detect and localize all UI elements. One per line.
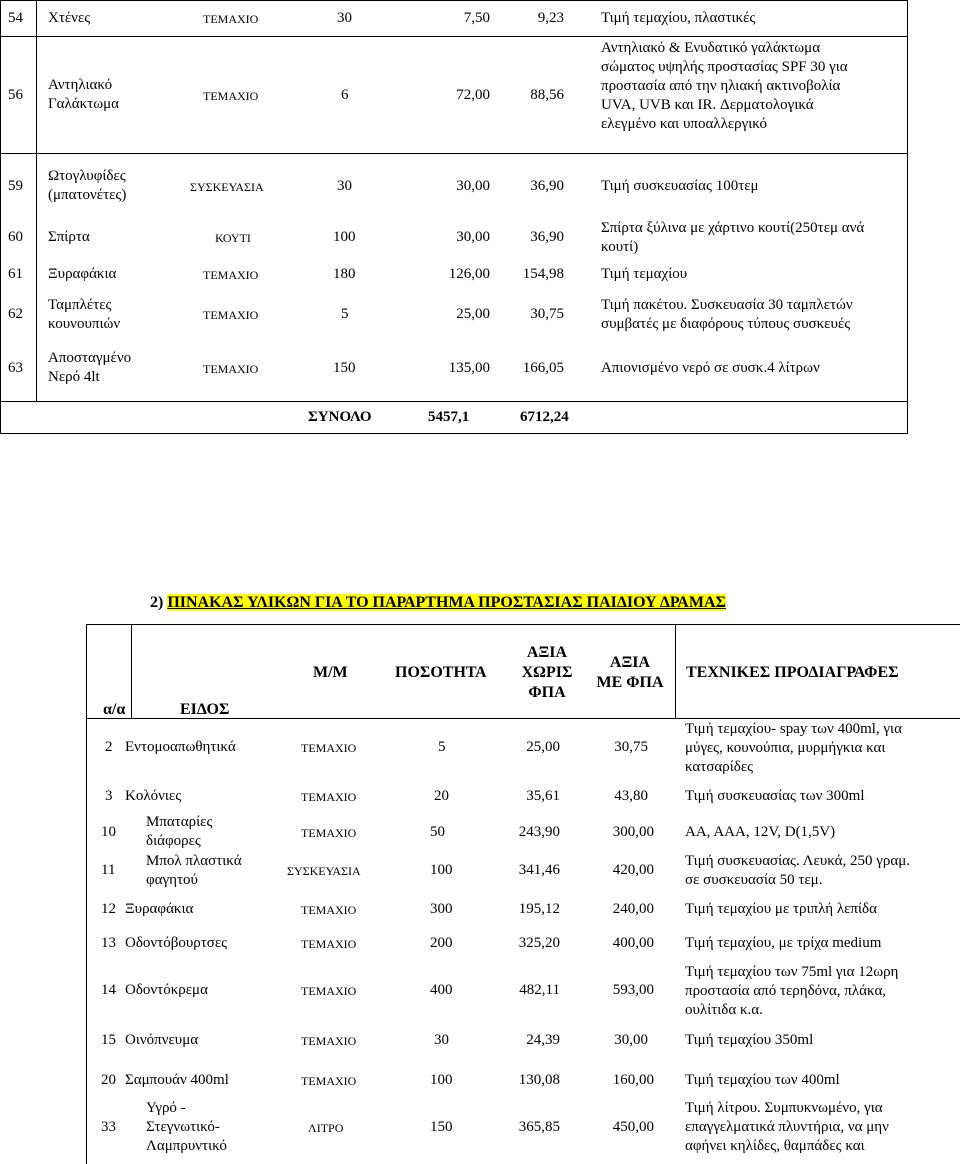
cell-aa: 56 <box>8 87 23 103</box>
header-qty: ΠΟΣΟΤΗΤΑ <box>395 664 487 681</box>
cell-price: 365,85 <box>518 1119 560 1135</box>
cell-aa: 61 <box>8 266 23 282</box>
cell-spec: ΑΑ, ΑΑΑ, 12V, D(1,5V) <box>685 824 836 840</box>
cell-spec: Τιμή τεμαχίου- spay των 400ml, για μύγες, κουνούπια, μυρμήγκια και κατσαρίδες <box>685 721 902 775</box>
cell-qty: 30 <box>337 178 352 194</box>
cell-aa: 62 <box>8 306 23 322</box>
cell-total: 36,90 <box>530 229 564 245</box>
cell-aa: 20 <box>101 1072 116 1088</box>
cell-item: Σαμπουάν 400ml <box>125 1072 229 1088</box>
cell-item: Αντηλιακό Γαλάκτωμα <box>48 77 120 112</box>
cell-aa: 2 <box>105 739 113 755</box>
cell-item: Μπαταρίες διάφορες <box>146 814 213 849</box>
cell-item: Οινόπνευμα <box>125 1032 199 1048</box>
cell-unit: ΤΕΜΑΧΙΟ <box>301 903 357 917</box>
header-item: ΕΙΔΟΣ <box>180 701 230 718</box>
cell-total: 400,00 <box>612 935 654 951</box>
cell-price: 135,00 <box>448 360 490 376</box>
cell-qty: 150 <box>333 360 356 376</box>
cell-qty: 100 <box>430 862 453 878</box>
cell-qty: 100 <box>430 1072 453 1088</box>
cell-spec: Τιμή συσκευασίας 100τεμ <box>601 178 759 194</box>
cell-item: Μπολ πλαστικά φαγητού <box>146 853 242 888</box>
cell-price: 35,61 <box>526 788 560 804</box>
cell-unit: ΣΥΣΚΕΥΑΣΙΑ <box>190 180 264 194</box>
cell-spec: Τιμή τεμαχίου των 400ml <box>685 1072 840 1088</box>
header-aa: α/α <box>103 701 126 718</box>
cell-unit: ΤΕΜΑΧΙΟ <box>203 362 259 376</box>
cell-unit: ΤΕΜΑΧΙΟ <box>203 89 259 103</box>
cell-qty: 5 <box>341 306 349 322</box>
cell-item: Κολόνιες <box>125 788 182 804</box>
cell-qty: 300 <box>430 901 453 917</box>
cell-price: 72,00 <box>456 87 490 103</box>
table-2-col-divider <box>131 624 132 719</box>
cell-unit: ΤΕΜΑΧΙΟ <box>301 984 357 998</box>
cell-total: 9,23 <box>537 10 564 26</box>
cell-spec: Τιμή τεμαχίου, με τρίχα medium <box>685 935 882 951</box>
cell-total: 43,80 <box>614 788 648 804</box>
cell-unit: ΤΕΜΑΧΙΟ <box>203 268 259 282</box>
cell-spec: Τιμή λίτρου. Συμπυκνωμένο, για επαγγελματικά πλυντήρια, να μην αφήνει κηλίδες, θαμπάδες και <box>685 1100 889 1154</box>
table-2-col-divider <box>675 624 676 719</box>
sum-price: 5457,1 <box>428 409 470 425</box>
cell-spec: Απιονισμένο νερό σε συσκ.4 λίτρων <box>601 360 820 376</box>
cell-qty: 50 <box>430 824 445 840</box>
cell-spec: Τιμή τεμαχίου, πλαστικές <box>601 10 756 26</box>
cell-spec: Τιμή συσκευασίας. Λευκά, 250 γραμ. σε συσκευασία 50 τεμ. <box>685 853 911 888</box>
cell-price: 24,39 <box>526 1032 560 1048</box>
cell-aa: 13 <box>101 935 116 951</box>
cell-price: 130,08 <box>518 1072 560 1088</box>
cell-unit: ΤΕΜΑΧΙΟ <box>203 12 259 26</box>
cell-item: Οδοντόβουρτσες <box>125 935 228 951</box>
cell-unit: ΤΕΜΑΧΙΟ <box>301 1034 357 1048</box>
cell-item: Ξυραφάκια <box>48 266 117 282</box>
cell-item: Ωτογλυφίδες (μπατονέτες) <box>48 168 127 203</box>
cell-spec: Αντηλιακό & Ενυδατικό γαλάκτωμα σώματος υψηλής προστασίας SPF 30 για προστασία από την ηλιακή ακτινοβολία UVA, UVB και IR. Δερματολογικά ελεγμένο και υποαλλεργικό <box>601 40 848 132</box>
cell-spec: Σπίρτα ξύλινα με χάρτινο κουτί(250τεμ ανά κουτί) <box>601 220 865 255</box>
cell-unit: ΚΟΥΤΙ <box>215 231 251 245</box>
header-spec: ΤΕΧΝΙΚΕΣ ΠΡΟΔΙΑΓΡΑΦΕΣ <box>686 664 899 681</box>
cell-price: 325,20 <box>518 935 560 951</box>
cell-aa: 59 <box>8 178 23 194</box>
cell-price: 30,00 <box>456 178 490 194</box>
cell-qty: 5 <box>438 739 446 755</box>
cell-aa: 60 <box>8 229 23 245</box>
cell-unit: ΤΕΜΑΧΙΟ <box>301 741 357 755</box>
cell-total: 450,00 <box>612 1119 654 1135</box>
cell-total: 30,75 <box>614 739 648 755</box>
table-1-row-divider <box>0 153 908 154</box>
cell-aa: 3 <box>105 788 113 804</box>
section-number: 2) <box>150 594 164 611</box>
cell-total: 240,00 <box>612 901 654 917</box>
table-1-row-divider <box>0 401 908 402</box>
cell-aa: 12 <box>101 901 116 917</box>
cell-total: 88,56 <box>530 87 564 103</box>
cell-price: 341,46 <box>518 862 560 878</box>
cell-total: 160,00 <box>612 1072 654 1088</box>
header-price: ΑΞΙΑ ΧΩΡΙΣ ΦΠΑ <box>521 644 573 701</box>
cell-unit: ΛΙΤΡΟ <box>308 1121 344 1135</box>
table-1-col-divider <box>36 0 37 401</box>
cell-price: 25,00 <box>456 306 490 322</box>
cell-total: 30,00 <box>614 1032 648 1048</box>
cell-aa: 33 <box>101 1119 116 1135</box>
cell-qty: 30 <box>434 1032 449 1048</box>
header-unit: Μ/Μ <box>313 664 348 681</box>
cell-item: Αποσταγμένο Νερό 4lt <box>48 350 132 385</box>
cell-unit: ΤΕΜΑΧΙΟ <box>301 937 357 951</box>
cell-price: 7,50 <box>463 10 490 26</box>
cell-aa: 15 <box>101 1032 116 1048</box>
cell-item: Εντομοαπωθητικά <box>125 739 236 755</box>
cell-total: 166,05 <box>522 360 564 376</box>
cell-price: 195,12 <box>518 901 560 917</box>
cell-qty: 100 <box>333 229 356 245</box>
cell-unit: ΤΕΜΑΧΙΟ <box>203 308 259 322</box>
cell-spec: Τιμή τεμαχίου με τριπλή λεπίδα <box>685 901 877 917</box>
cell-item: Υγρό - Στεγνωτικό- Λαμπρυντικό <box>146 1100 227 1154</box>
cell-spec: Τιμή τεμαχίου 350ml <box>685 1032 814 1048</box>
cell-price: 482,11 <box>519 982 560 998</box>
cell-qty: 180 <box>333 266 356 282</box>
cell-total: 593,00 <box>612 982 654 998</box>
section-2-title <box>150 594 726 612</box>
header-total: ΑΞΙΑ ΜΕ ΦΠΑ <box>596 654 664 691</box>
section-title-text: ΠΙΝΑΚΑΣ ΥΛΙΚΩΝ ΓΙΑ ΤΟ ΠΑΡΑΡΤΗΜΑ ΠΡΟΣΤΑΣΙΑΣ ΠΑΙΔΙΟΥ ΔΡΑΜΑΣ <box>167 594 726 611</box>
cell-aa: 63 <box>8 360 23 376</box>
cell-spec: Τιμή πακέτου. Συσκευασία 30 ταμπλετών συμβατές με διαφόρους τύπους συσκευές <box>601 297 853 332</box>
cell-unit: ΤΕΜΑΧΙΟ <box>301 1074 357 1088</box>
cell-price: 243,90 <box>518 824 560 840</box>
cell-item: Ξυραφάκια <box>125 901 194 917</box>
cell-qty: 20 <box>434 788 449 804</box>
cell-item: Χτένες <box>48 10 91 26</box>
cell-aa: 54 <box>8 10 23 26</box>
cell-qty: 400 <box>430 982 453 998</box>
table-1-row-divider <box>0 36 908 37</box>
cell-total: 300,00 <box>612 824 654 840</box>
cell-price: 25,00 <box>526 739 560 755</box>
cell-unit: ΣΥΣΚΕΥΑΣΙΑ <box>287 864 361 878</box>
cell-qty: 150 <box>430 1119 453 1135</box>
cell-price: 30,00 <box>456 229 490 245</box>
cell-aa: 11 <box>101 862 116 878</box>
cell-price: 126,00 <box>448 266 490 282</box>
cell-aa: 10 <box>101 824 116 840</box>
cell-qty: 6 <box>341 87 349 103</box>
cell-aa: 14 <box>101 982 116 998</box>
cell-qty: 200 <box>430 935 453 951</box>
cell-item: Ταμπλέτες κουνουπιών <box>48 297 121 332</box>
cell-qty: 30 <box>337 10 352 26</box>
cell-total: 420,00 <box>612 862 654 878</box>
sum-total: 6712,24 <box>520 409 569 425</box>
sum-label: ΣΥΝΟΛΟ <box>308 409 372 425</box>
cell-spec: Τιμή τεμαχίου των 75ml για 12ωρη προστασία από τερηδόνα, πλάκα, ουλίτιδα κ.α. <box>685 964 899 1018</box>
cell-spec: Τιμή συσκευασίας των 300ml <box>685 788 865 804</box>
cell-total: 30,75 <box>530 306 564 322</box>
cell-item: Σπίρτα <box>48 229 90 245</box>
cell-total: 36,90 <box>530 178 564 194</box>
cell-unit: ΤΕΜΑΧΙΟ <box>301 826 357 840</box>
cell-spec: Τιμή τεμαχίου <box>601 266 688 282</box>
cell-unit: ΤΕΜΑΧΙΟ <box>301 790 357 804</box>
cell-total: 154,98 <box>522 266 564 282</box>
cell-item: Οδοντόκρεμα <box>125 982 208 998</box>
